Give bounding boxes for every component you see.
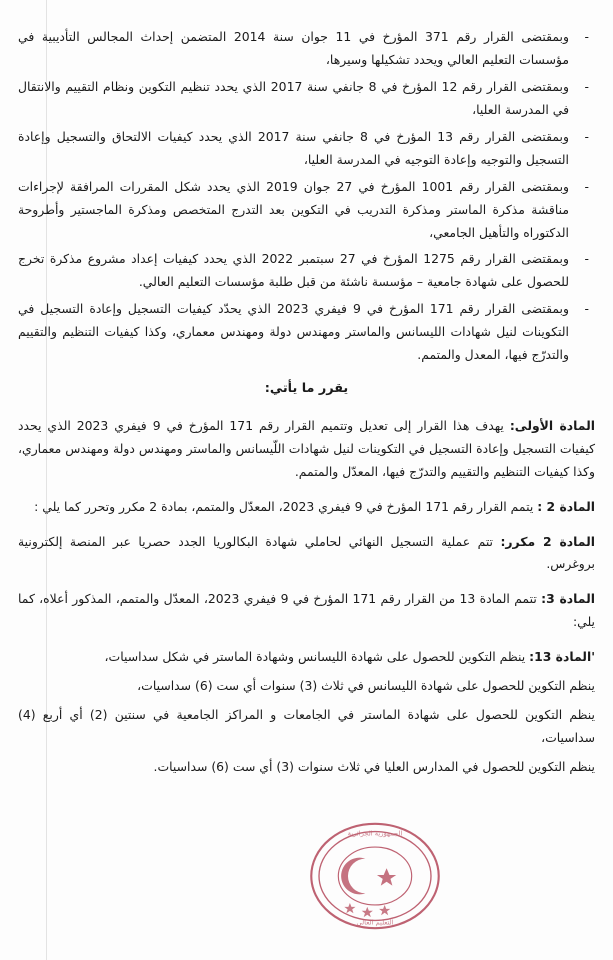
bullet-dash-icon: - — [584, 301, 589, 317]
article-1-label: المادة الأولى: — [509, 417, 595, 433]
document-body — [18, 26, 595, 785]
article-13-intro-text: ينظم التكوين للحصول على شهادة الليسانس وشهادة الماستر في شكل سداسيات، — [104, 649, 530, 665]
list-item — [18, 126, 595, 172]
article-13-label: 'المادة 13: — [529, 649, 595, 665]
list-item — [18, 26, 595, 72]
list-item — [18, 248, 595, 294]
article-2 — [18, 496, 595, 519]
bullet-dash-icon: - — [584, 29, 589, 44]
article-13-intro — [18, 646, 595, 669]
article-13-line-1: ينظم التكوين للحصول على شهادة الليسانس في ثلاث (3) سنوات أي ست (6) سداسيات، — [137, 678, 595, 694]
svg-text:التعليم العالي: التعليم العالي — [356, 918, 394, 927]
clause-text: وبمقتضى القرار رقم 171 المؤرخ في 9 فيفري 2023 الذي يحدّد كيفيات التسجيل وإعادة التسجيل في التكوينات لنيل شهادات الليسانس والماستر ومهندس دولة ومهندس معماري، وكذا كيفيات التنظيم والتقييم والتدرّج فيها، المعدل والمتمم. — [18, 301, 569, 363]
article-3 — [18, 588, 595, 634]
article-2-label: المادة 2 : — [537, 498, 595, 514]
clause-text: وبمقتضى القرار رقم 12 المؤرخ في 8 جانفي سنة 2017 الذي يحدد تنظيم التكوين ونظام التقييم والانتقال في المدرسة العليا، — [18, 78, 569, 117]
article-2-bis-label: المادة 2 مكرر: — [500, 533, 595, 549]
article-3-label: المادة 3: — [541, 591, 595, 607]
bullet-dash-icon: - — [584, 178, 589, 194]
clause-text: وبمقتضى القرار رقم 1275 المؤرخ في 27 سبتمبر 2022 الذي يحدد كيفيات إعداد مشروع مذكرة تخرج للحصول على شهادة جامعية – مؤسسة ناشئة من قبل طلبة مؤسسات التعليم العالي. — [18, 251, 569, 290]
article-3-text: تتمم المادة 13 من القرار رقم 171 المؤرخ في 9 فيفري 2023، المعدّل والمتمم، المذكور أعلاه، كما يلي: — [18, 591, 595, 630]
clause-text: وبمقتضى القرار رقم 371 المؤرخ في 11 جوان سنة 2014 المتضمن إحداث المجالس التأديبية في مؤسسات التعليم العالي ويحدد تشكيلها وسيرها، — [18, 29, 569, 67]
article-2-bis — [18, 531, 595, 577]
bullet-dash-icon: - — [584, 78, 589, 94]
official-stamp-icon — [307, 820, 443, 932]
article-13-line-2: ينظم التكوين للحصول على شهادة الماستر في الجامعات و المراكز الجامعية في سنتين (2) أي أربع (4) سداسيات، — [18, 707, 595, 746]
preamble-clause-list — [18, 26, 595, 367]
list-item — [18, 176, 595, 245]
article-1 — [18, 415, 595, 484]
article-2-bis-text: تتم عملية التسجيل النهائي لحاملي شهادة البكالوريا الجدد حصريا عبر المنصة إلكترونية بروغرس. — [18, 533, 595, 572]
article-1-text: يهدف هذا القرار إلى تعديل وتتميم القرار رقم 171 المؤرخ في 9 فيفري 2023 الذي يحدد كيفيات التسجيل وإعادة التسجيل في التكوينات لنيل شهادات اللّيسانس والماستر ومهندس دولة ومهندس معماري، وكذا كيفيات التنظيم والتقييم والتدرّج فيها، المعدّل والمتمم. — [18, 417, 595, 479]
list-item — [18, 298, 595, 367]
list-item — [18, 76, 595, 122]
bullet-dash-icon: - — [584, 251, 589, 267]
article-13-line-3: ينظم التكوين للحصول في المدارس العليا في ثلاث سنوات (3) أي ست (6) سداسيات. — [153, 759, 595, 775]
bullet-dash-icon: - — [584, 128, 589, 144]
clause-text: وبمقتضى القرار رقم 1001 المؤرخ في 27 جوان 2019 الذي يحدد شكل المقررات المرافقة لإجراءات مناقشة مذكرة الماستر ومذكرة التدريب في التكوين بعد التدرج المتخصص ومذكرة الماجستير وأطروحة الدكتوراه والتأهيل الجامعي، — [18, 178, 569, 240]
article-2-text: يتمم القرار رقم 171 المؤرخ في 9 فيفري 2023، المعدّل والمتمم، بمادة 2 مكرر وتحرر كما يلي : — [34, 498, 538, 514]
clause-text: وبمقتضى القرار رقم 13 المؤرخ في 8 جانفي سنة 2017 الذي يحدد كيفيات الالتحاق والتسجيل وإعادة التسجيل والتوجيه وإعادة التوجيه في المدرسة العليا، — [18, 128, 569, 167]
svg-text:الجمهورية الجزائرية: الجمهورية الجزائرية — [347, 829, 403, 838]
decision-heading: يقرر ما يأتي: — [264, 381, 349, 397]
